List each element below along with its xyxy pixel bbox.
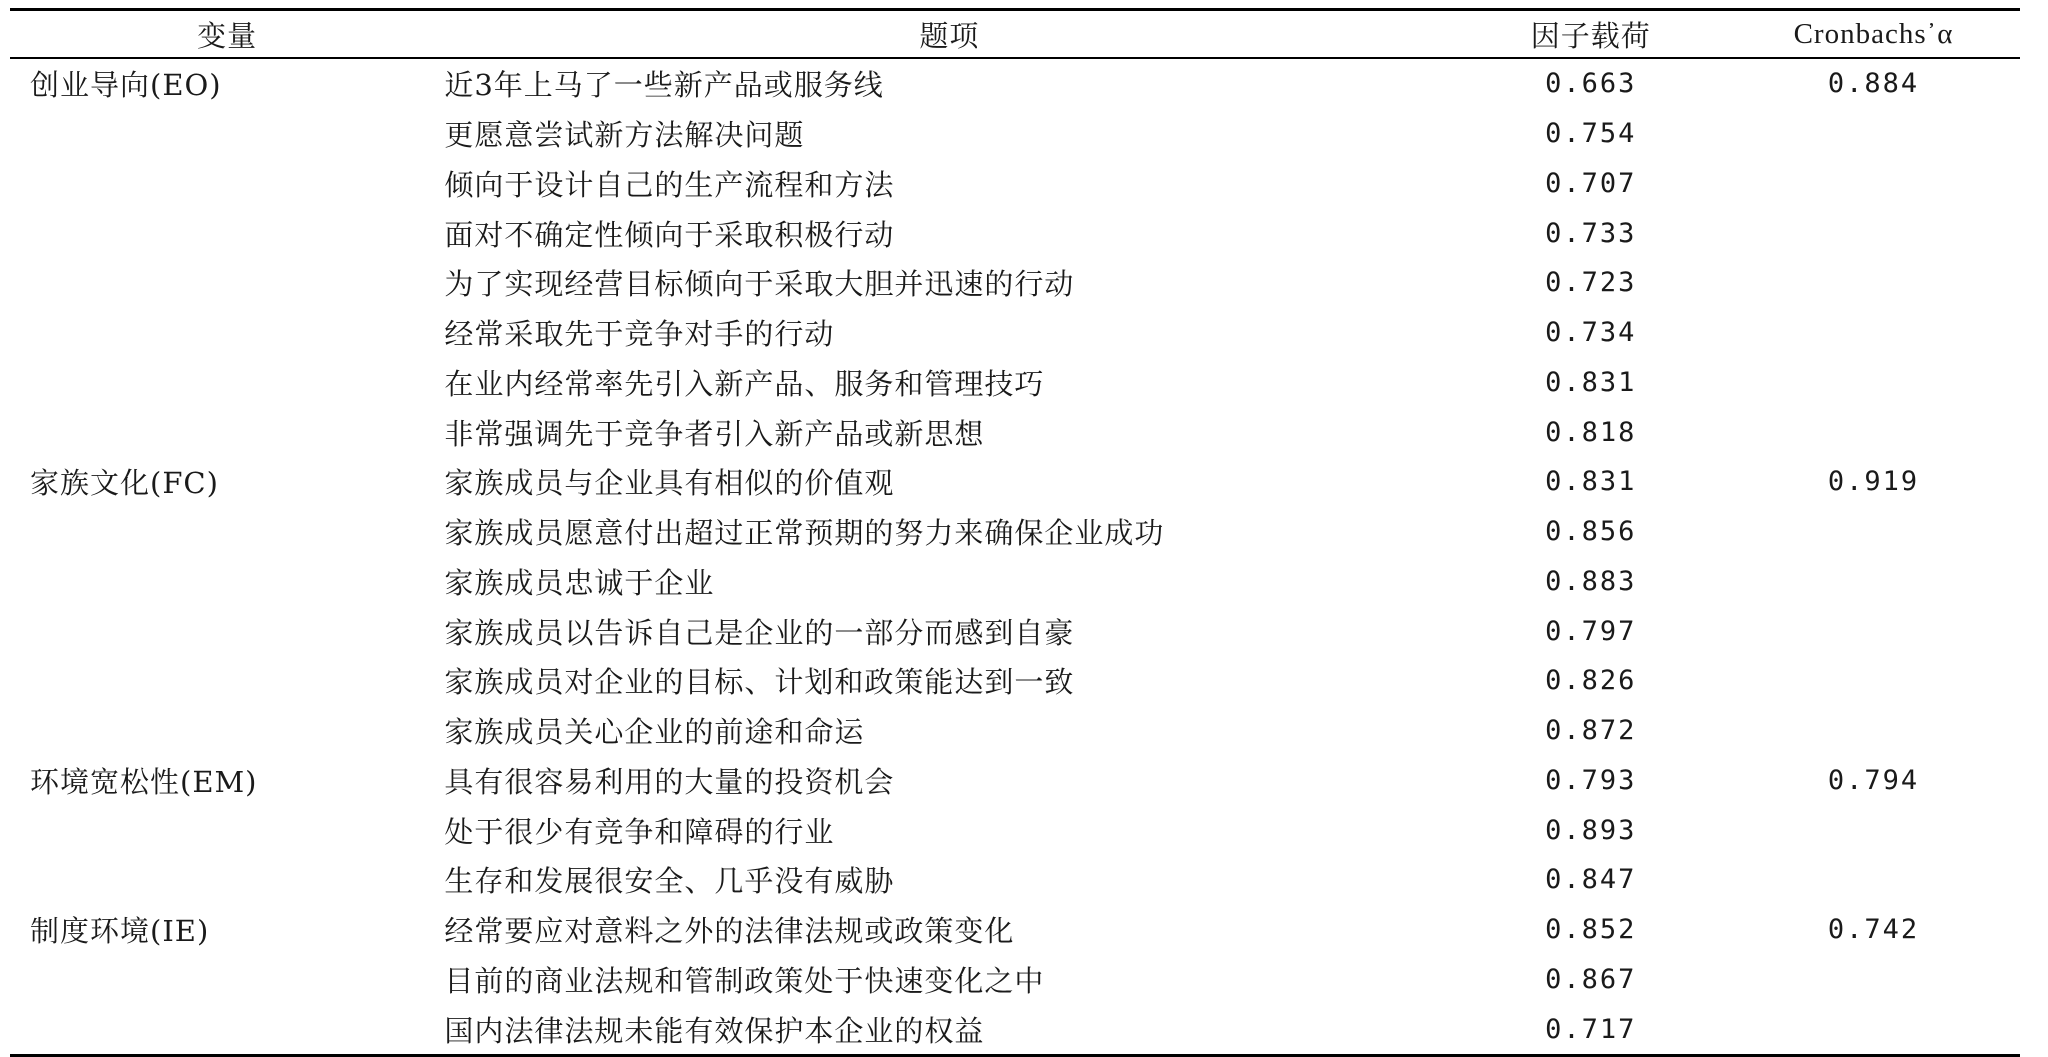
alpha-cell	[1727, 358, 2020, 408]
variable-cell: 制度环境(IE)	[30, 914, 210, 949]
item-cell: 面对不确定性倾向于采取积极行动	[444, 217, 895, 252]
item-cell: 家族成员与企业具有相似的价值观	[444, 466, 895, 501]
factor-loading-cell: 0.826	[1545, 665, 1637, 697]
alpha-cell	[1727, 208, 2020, 258]
table-header-row	[10, 10, 2020, 59]
table-row	[10, 109, 2020, 159]
factor-loading-cell: 0.867	[1545, 963, 1637, 995]
alpha-cell	[1727, 557, 2020, 607]
item-cell: 经常采取先于竞争对手的行动	[444, 317, 835, 352]
factor-loading-cell: 0.872	[1545, 715, 1637, 747]
item-cell: 具有很容易利用的大量的投资机会	[444, 764, 895, 799]
table-row	[10, 507, 2020, 557]
variable-cell: 家族文化(FC)	[30, 466, 219, 501]
factor-loading-cell: 0.793	[1545, 764, 1637, 796]
variable-cell: 创业导向(EO)	[30, 68, 222, 103]
table-row	[10, 756, 2020, 806]
item-cell: 经常要应对意料之外的法律法规或政策变化	[444, 914, 1015, 949]
table-row	[10, 208, 2020, 258]
alpha-cell	[1727, 1004, 2020, 1055]
item-cell: 家族成员关心企业的前途和命运	[444, 715, 865, 750]
table-body	[10, 58, 2020, 1056]
alpha-cell	[1727, 855, 2020, 905]
alpha-cell	[1727, 955, 2020, 1005]
alpha-cell	[1727, 308, 2020, 358]
item-cell: 生存和发展很安全、几乎没有威胁	[444, 864, 895, 899]
factor-loading-cell: 0.734	[1545, 317, 1637, 349]
factor-loading-cell: 0.663	[1545, 68, 1637, 100]
item-cell: 倾向于设计自己的生产流程和方法	[444, 167, 895, 202]
item-cell: 在业内经常率先引入新产品、服务和管理技巧	[444, 366, 1045, 401]
variable-cell	[10, 955, 444, 1005]
factor-loading-cell: 0.818	[1545, 416, 1637, 448]
variable-cell	[10, 358, 444, 408]
item-cell: 家族成员以告诉自己是企业的一部分而感到自豪	[444, 615, 1075, 650]
header-variable: 变量	[197, 18, 258, 53]
table-row	[10, 557, 2020, 607]
alpha-cell: 0.919	[1827, 466, 1920, 498]
variable-cell	[10, 308, 444, 358]
item-cell: 近3年上马了一些新产品或服务线	[444, 68, 884, 103]
variable-cell	[10, 208, 444, 258]
table-row	[10, 955, 2020, 1005]
table-row	[10, 308, 2020, 358]
item-cell: 非常强调先于竞争者引入新产品或新思想	[444, 416, 985, 451]
table-row	[10, 159, 2020, 209]
alpha-cell	[1727, 109, 2020, 159]
variable-cell	[10, 557, 444, 607]
variable-cell	[10, 159, 444, 209]
variable-cell	[10, 805, 444, 855]
table-row	[10, 58, 2020, 109]
item-cell: 家族成员忠诚于企业	[444, 565, 715, 600]
table-row	[10, 457, 2020, 507]
factor-loading-cell: 0.723	[1545, 267, 1637, 299]
variable-cell	[10, 706, 444, 756]
factor-loading-cell: 0.883	[1545, 565, 1637, 597]
factor-loading-cell: 0.707	[1545, 167, 1637, 199]
factor-loading-cell: 0.831	[1545, 466, 1637, 498]
table-row	[10, 656, 2020, 706]
table-row	[10, 407, 2020, 457]
table-row	[10, 258, 2020, 308]
alpha-cell: 0.884	[1827, 68, 1920, 100]
table-row	[10, 606, 2020, 656]
factor-loading-cell: 0.717	[1545, 1013, 1637, 1045]
variable-cell	[10, 855, 444, 905]
alpha-cell	[1727, 606, 2020, 656]
header-cronbach-alpha: Cronbachs᾽α	[1793, 17, 1954, 50]
variable-cell	[10, 109, 444, 159]
table-row	[10, 805, 2020, 855]
item-cell: 国内法律法规未能有效保护本企业的权益	[444, 1013, 985, 1048]
item-cell: 目前的商业法规和管制政策处于快速变化之中	[444, 963, 1045, 998]
variable-cell	[10, 1004, 444, 1055]
factor-loading-cell: 0.847	[1545, 864, 1637, 896]
factor-loading-cell: 0.852	[1545, 914, 1637, 946]
alpha-cell	[1727, 407, 2020, 457]
alpha-cell	[1727, 805, 2020, 855]
item-cell: 处于很少有竞争和障碍的行业	[444, 814, 835, 849]
alpha-cell: 0.794	[1827, 764, 1920, 796]
alpha-cell: 0.742	[1827, 914, 1920, 946]
item-cell: 更愿意尝试新方法解决问题	[444, 118, 805, 153]
alpha-cell	[1727, 258, 2020, 308]
factor-loading-cell: 0.754	[1545, 118, 1637, 150]
item-cell: 为了实现经营目标倾向于采取大胆并迅速的行动	[444, 267, 1075, 302]
factor-loading-cell: 0.856	[1545, 516, 1637, 548]
item-cell: 家族成员愿意付出超过正常预期的努力来确保企业成功	[444, 516, 1165, 551]
factor-loading-cell: 0.733	[1545, 217, 1637, 249]
table-row	[10, 358, 2020, 408]
factor-loading-cell: 0.831	[1545, 366, 1637, 398]
reliability-validity-table	[10, 8, 2020, 1057]
table-container	[10, 8, 2020, 1057]
variable-cell	[10, 507, 444, 557]
variable-cell: 环境宽松性(EM)	[30, 764, 258, 799]
table-row	[10, 905, 2020, 955]
alpha-cell	[1727, 159, 2020, 209]
table-row	[10, 1004, 2020, 1055]
variable-cell	[10, 407, 444, 457]
variable-cell	[10, 606, 444, 656]
alpha-cell	[1727, 656, 2020, 706]
table-row	[10, 706, 2020, 756]
alpha-cell	[1727, 507, 2020, 557]
alpha-cell	[1727, 706, 2020, 756]
variable-cell	[10, 258, 444, 308]
header-factor-loading: 因子载荷	[1530, 18, 1651, 53]
factor-loading-cell: 0.797	[1545, 615, 1637, 647]
factor-loading-cell: 0.893	[1545, 814, 1637, 846]
table-row	[10, 855, 2020, 905]
item-cell: 家族成员对企业的目标、计划和政策能达到一致	[444, 665, 1075, 700]
variable-cell	[10, 656, 444, 706]
header-item: 题项	[919, 18, 980, 53]
